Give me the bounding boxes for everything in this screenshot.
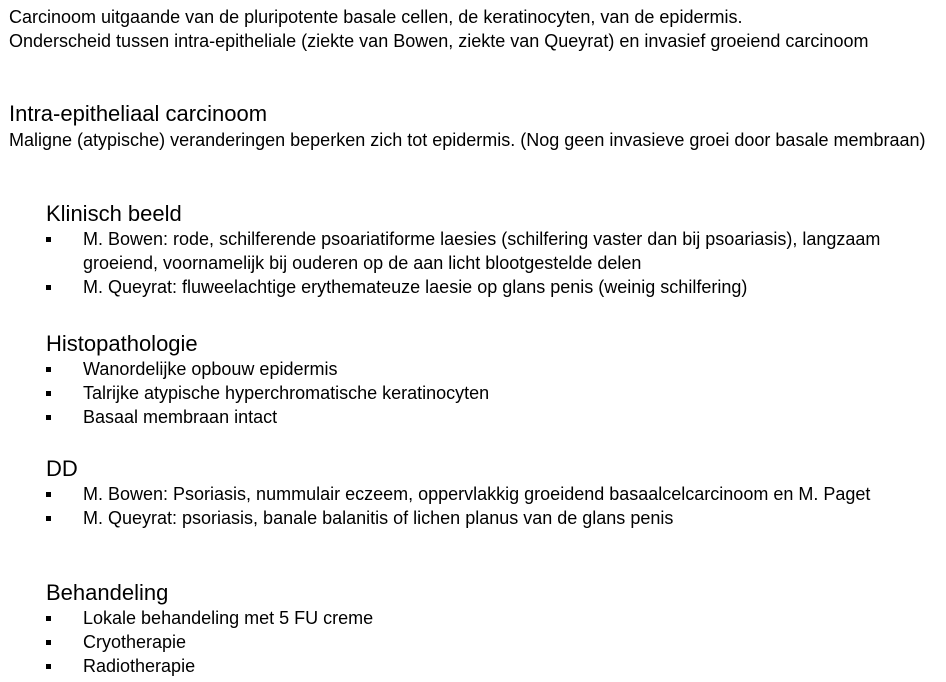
bullet-icon (46, 367, 51, 372)
section-heading: DD (46, 456, 78, 481)
list-item: Basaal membraan intact (46, 405, 936, 429)
bullet-list (46, 606, 936, 678)
section-behandeling (46, 580, 936, 678)
intro-line-2: Onderscheid tussen intra-epitheliale (ziekte van Bowen, ziekte van Queyrat) en invasief groeiend carcinoom (9, 31, 869, 51)
bullet-icon (46, 664, 51, 669)
intra-epitheliaal-description: Maligne (atypische) veranderingen beperken zich tot epidermis. (Nog geen invasieve groei door basale membraan) (9, 130, 926, 150)
list-item: Cryotherapie (46, 630, 936, 654)
bullet-list (46, 482, 936, 530)
section-heading: Behandeling (46, 580, 169, 605)
section-histopathologie (46, 331, 936, 429)
bullet-icon (46, 237, 51, 242)
bullet-list (46, 357, 936, 429)
bullet-icon (46, 640, 51, 645)
section-dd (46, 456, 936, 530)
intro-line-1: Carcinoom uitgaande van de pluripotente basale cellen, de keratinocyten, van de epidermis. (9, 7, 743, 27)
section-heading: Histopathologie (46, 331, 198, 356)
list-item: M. Queyrat: psoriasis, banale balanitis of lichen planus van de glans penis (46, 506, 936, 530)
bullet-icon (46, 285, 51, 290)
bullet-icon (46, 415, 51, 420)
bullet-icon (46, 492, 51, 497)
list-item: Lokale behandeling met 5 FU creme (46, 606, 936, 630)
bullet-list (46, 227, 936, 299)
list-item: M. Bowen: rode, schilferende psoariatiforme laesies (schilfering vaster dan bij psoariasis), langzaam groeiend, voornamelijk bij ouderen op de aan licht blootgestelde delen (46, 227, 936, 275)
bullet-icon (46, 616, 51, 621)
heading-intra-epitheliaal: Intra-epitheliaal carcinoom (9, 101, 268, 126)
section-heading: Klinisch beeld (46, 201, 182, 226)
bullet-icon (46, 391, 51, 396)
intro-text (9, 5, 939, 53)
list-item: Wanordelijke opbouw epidermis (46, 357, 936, 381)
list-item: M. Queyrat: fluweelachtige erythemateuze laesie op glans penis (weinig schilfering) (46, 275, 936, 299)
list-item: M. Bowen: Psoriasis, nummulair eczeem, oppervlakkig groeidend basaalcelcarcinoom en M. Paget (46, 482, 936, 506)
bullet-icon (46, 516, 51, 521)
list-item: Talrijke atypische hyperchromatische keratinocyten (46, 381, 936, 405)
list-item: Radiotherapie (46, 654, 936, 678)
section-klinisch-beeld (46, 201, 936, 299)
